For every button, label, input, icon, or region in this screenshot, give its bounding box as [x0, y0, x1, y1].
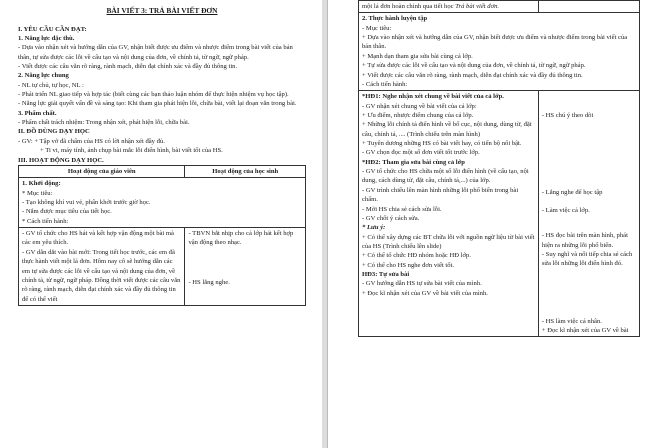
cell-text: một lá đơn hoàn chỉnh qua tiết học	[362, 3, 456, 10]
cell-text: - HS đọc bài trên màn hình, phát hiện ra những lỗi phổ biến.	[541, 232, 628, 249]
table-header-teacher: Hoạt động của giáo viên	[19, 165, 185, 177]
cell-text: + Tuyên dương những HS có bài viết hay, có tiến bộ nổi bật.	[362, 140, 522, 148]
cell-text: - GV tổ chức cho HS hát và kết hợp vận động một bài mà các em yêu thích.	[22, 230, 174, 247]
cell-text: - HS làm việc cá nhân.	[541, 317, 602, 325]
cell-text: + Đọc kĩ nhận xét của GV về bài viết của mình.	[362, 289, 488, 297]
cell-text: + Có thể tổ chức HĐ nhóm hoặc HĐ lớp.	[362, 252, 471, 260]
table-cell	[359, 1, 539, 13]
document-title: BÀI VIẾT 3: TRẢ BÀI VIẾT ĐƠN	[106, 6, 218, 15]
cell-text: - HS chú ý theo dõi	[541, 112, 594, 120]
cell-text: + Có thể cho HS nghe đơn viết tốt.	[362, 261, 455, 269]
activity-heading: 1. Khởi động:	[22, 180, 61, 188]
cell-text: + Những lỗi chính tả điển hình về bố cục, nội dung, dùng từ, đặt câu, chính tả, .... (Trình chiếu trên màn hình)	[362, 121, 532, 138]
paragraph: + Ti vi, máy tính, ảnh chụp bài mắc lỗi điển hình, bài viết tốt của HS.	[40, 147, 223, 155]
cell-text: - GV dẫn dắt vào bài mới: Trong tiết học trước, các em đã thực hành viết một lá đơn. Hôm nay cô sẽ hướng dẫn các em tự sửa được các lỗi về cấu tạo và nội dung của đơn, về chính tả, từ ngữ, ngữ pháp. Đồng thời viết được các câu văn rõ ràng, rành mạch, diễn đạt chính xác và đầy đủ thông tin để có thể viết	[22, 248, 181, 303]
cell-text: + Dựa vào nhận xét và hướng dẫn của GV, nhận biết được ưu điểm và nhược điểm trong bài viết của bản thân.	[362, 34, 628, 51]
cell-text: + Đọc kĩ nhận xét của GV về bài	[541, 327, 629, 335]
paragraph: - NL tự chủ, tự học, NL :	[18, 81, 84, 89]
paragraph: - Dựa vào nhận xét và hướng dẫn của GV, nhận biết được ưu điểm và nhược điểm trong bài viết của bản thân, tự sửa được các lỗi về cấu tạo và nội dung của đơn, về chính tả, từ ngữ, ngữ pháp.	[18, 44, 293, 61]
cell-text: - GV chọn đọc một số đơn viết tốt trước lớp.	[362, 149, 480, 157]
cell-text: - TBVN bắt nhịp cho cả lớp hát kết hợp vận động theo nhạc.	[188, 230, 294, 247]
activity-heading: HĐ3: Tự sửa bài	[362, 271, 410, 279]
cell-text: - HS lắng nghe.	[188, 278, 230, 286]
cell-text: - GV tổ chức cho HS chữa một số lỗi điển hình (về cấu tạo, nội dung, cách dùng từ, đặt câu, chính tả,...) của lớp.	[362, 168, 529, 185]
activity-heading: 2. Thực hành luyện tập	[362, 15, 428, 23]
table-cell	[359, 91, 539, 337]
cell-text: * Mục tiêu:	[22, 189, 53, 197]
subsection-heading: 3. Phẩm chất.	[18, 109, 57, 117]
table-cell	[538, 1, 639, 13]
section-heading: III. HOẠT ĐỘNG DẠY HỌC.	[18, 156, 104, 164]
cell-text: + Mạnh dạn tham gia sửa bài cùng cả lớp.	[362, 52, 473, 60]
section-heading: II. ĐỒ DÙNG DẠY HỌC	[18, 128, 90, 136]
cell-text: + Viết được các câu văn rõ ràng, rành mạch, diễn đạt chính xác và đầy đủ thông tin.	[362, 71, 583, 79]
table-cell	[19, 228, 185, 306]
paragraph: - Phát triển NL giao tiếp và hợp tác (biết cùng các bạn thảo luận nhóm để thực hiện nhiệm vụ học tập).	[18, 91, 289, 99]
table-header-student: Hoạt động của học sinh	[185, 165, 306, 177]
cell-text: + Tự sửa được các lỗi về cấu tạo và nội dung của đơn, về chính tả, từ ngữ, ngữ pháp.	[362, 62, 586, 70]
cell-text: - GV hướng dẫn HS tự sửa bài viết của mình.	[362, 280, 482, 288]
left-page	[0, 0, 322, 448]
paragraph: - Năng lực giải quyết vấn đề và sáng tạo: Khi tham gia phát hiện lỗi, chữa bài, viết lại đoạn văn trong bài.	[18, 100, 297, 108]
cell-text: - Mời HS chia sẻ cách sửa lỗi.	[362, 205, 442, 213]
activity-heading: *HĐ2: Tham gia sửa bài cùng cả lớp	[362, 158, 465, 166]
cell-text: - Nắm được mục tiêu của tiết học.	[22, 208, 112, 216]
paragraph: - GV: + Tập vở đã chấm của HS có lời nhận xét đầy đủ.	[18, 137, 165, 145]
note-heading: * Lưu ý:	[362, 224, 386, 232]
right-page	[327, 0, 650, 448]
activity-heading: *HĐ1: Nghe nhận xét chung về bài viết của cả lớp.	[362, 93, 504, 101]
paragraph: - Viết được các câu văn rõ ràng, rành mạch, diễn đạt chính xác và đầy đủ thông tin.	[18, 62, 238, 70]
subsection-heading: 1. Năng lực đặc thù.	[18, 34, 75, 42]
section-heading: I. YÊU CẦU CẦN ĐẠT:	[18, 25, 87, 33]
table-row	[19, 178, 306, 228]
cell-text-italic: Trả bài viết đơn.	[455, 3, 500, 10]
cell-text: - Cách tiến hành:	[362, 80, 408, 88]
activity-table	[18, 165, 306, 306]
subsection-heading: 2. Năng lực chung	[18, 72, 69, 80]
cell-text: - Lắng nghe để học tập	[541, 188, 603, 196]
table-cell	[538, 91, 639, 337]
cell-text: + Có thể xây dựng các BT chữa lỗi với nguồn ngữ liệu từ bài viết của HS (Trình chiếu lên slide)	[362, 233, 535, 250]
cell-text: - Suy nghĩ và nối tiếp chia sẻ cách sửa lỗi những lỗi điển hình đó.	[541, 251, 633, 268]
activity-table-continued	[358, 0, 640, 337]
table-cell	[185, 228, 306, 306]
cell-text: - Tạo không khí vui vẻ, phấn khởi trước giờ học.	[22, 198, 151, 206]
cell-text: - Mục tiêu:	[362, 24, 392, 32]
cell-text: - GV chốt ý cách sửa.	[362, 214, 420, 222]
table-row	[359, 13, 640, 91]
paragraph: - Phẩm chất trách nhiệm: Trong nhận xét, phát hiện lỗi, chữa bài.	[18, 119, 190, 127]
cell-text: - GV trình chiếu lên màn hình những lỗi phổ biến trong bài chấm.	[362, 186, 519, 204]
cell-text: * Cách tiến hành:	[22, 217, 69, 225]
cell-text: + Ưu điểm, nhược điểm chung của cả lớp.	[362, 111, 474, 119]
cell-text: - Làm việc cả lớp.	[541, 206, 590, 214]
cell-text: - GV nhận xét chung về bài viết của cả lớp:	[362, 102, 477, 110]
